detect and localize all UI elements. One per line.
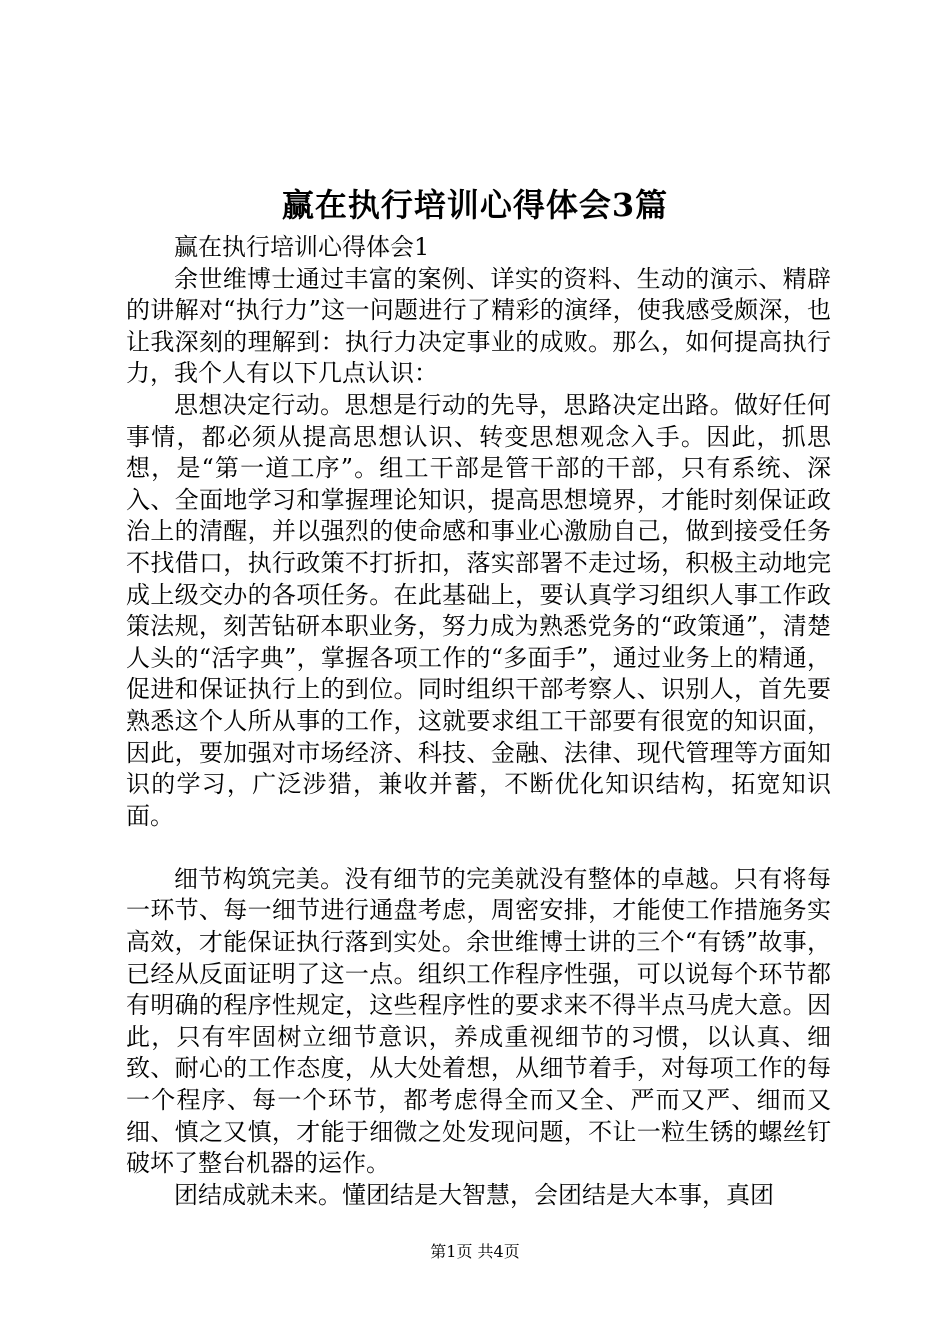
section-heading: 赢在执行培训心得体会1 [174,233,430,261]
paragraph-unity: 团结成就未来。懂团结是大智慧，会团结是大本事，真团 [174,1180,774,1209]
document-title: 赢在执行培训心得体会3篇 [281,186,669,224]
paragraph-spacer [126,832,831,864]
page-footer: 第1页 共4页 [430,1242,520,1261]
paragraph-thought: 思想决定行动。思想是行动的先导，思路决定出路。做好任何事情，都必须从提高思想认识、转变思想观念入手。因此，抓思想，是“第一道工序”。组工干部是管干部的干部，只有系统、深入、全面地学习和掌握理论知识，提高思想境界，才能时刻保证政治上的清醒，并以强烈的使命感和事业心激励自己，做到接受任务不找借口，执行政策不打折扣，落实部署不走过场，积极主动地完成上级交办的各项任务。在此基础上，要认真学习组织人事工作政策法规，刻苦钻研本职业务，努力成为熟悉党务的“政策通”，清楚人头的“活字典”，掌握各项工作的“多面手”，通过业务上的精通，促进和保证执行上的到位。同时组织干部考察人、识别人，首先要熟悉这个人所从事的工作，这就要求组工干部要有很宽的知识面，因此，要加强对市场经济、科技、金融、法律、现代管理等方面知识的学习，广泛涉猎，兼收并蓄，不断优化知识结构，拓宽知识面。 [126,390,831,830]
paragraph-intro: 余世维博士通过丰富的案例、详实的资料、生动的演示、精辟的讲解对“执行力”这一问题进行了精彩的演绎，使我感受颇深，也让我深刻的理解到：执行力决定事业的成败。那么，如何提高执行力，我个人有以下几点认识： [126,264,831,388]
paragraph-detail: 细节构筑完美。没有细节的完美就没有整体的卓越。只有将每一环节、每一细节进行通盘考虑，周密安排，才能使工作措施务实高效，才能保证执行落到实处。余世维博士讲的三个“有锈”故事，已经从反面证明了这一点。组织工作程序性强，可以说每个环节都有明确的程序性规定，这些程序性的要求来不得半点马虎大意。因此，只有牢固树立细节意识，养成重视细节的习惯，以认真、细致、耐心的工作态度，从大处着想，从细节着手，对每项工作的每一个程序、每一个环节，都考虑得全而又全、严而又严、细而又细、慎之又慎，才能于细微之处发现问题，不让一粒生锈的螺丝钉破坏了整台机器的运作。 [126,864,831,1178]
document-body [126,232,831,1211]
